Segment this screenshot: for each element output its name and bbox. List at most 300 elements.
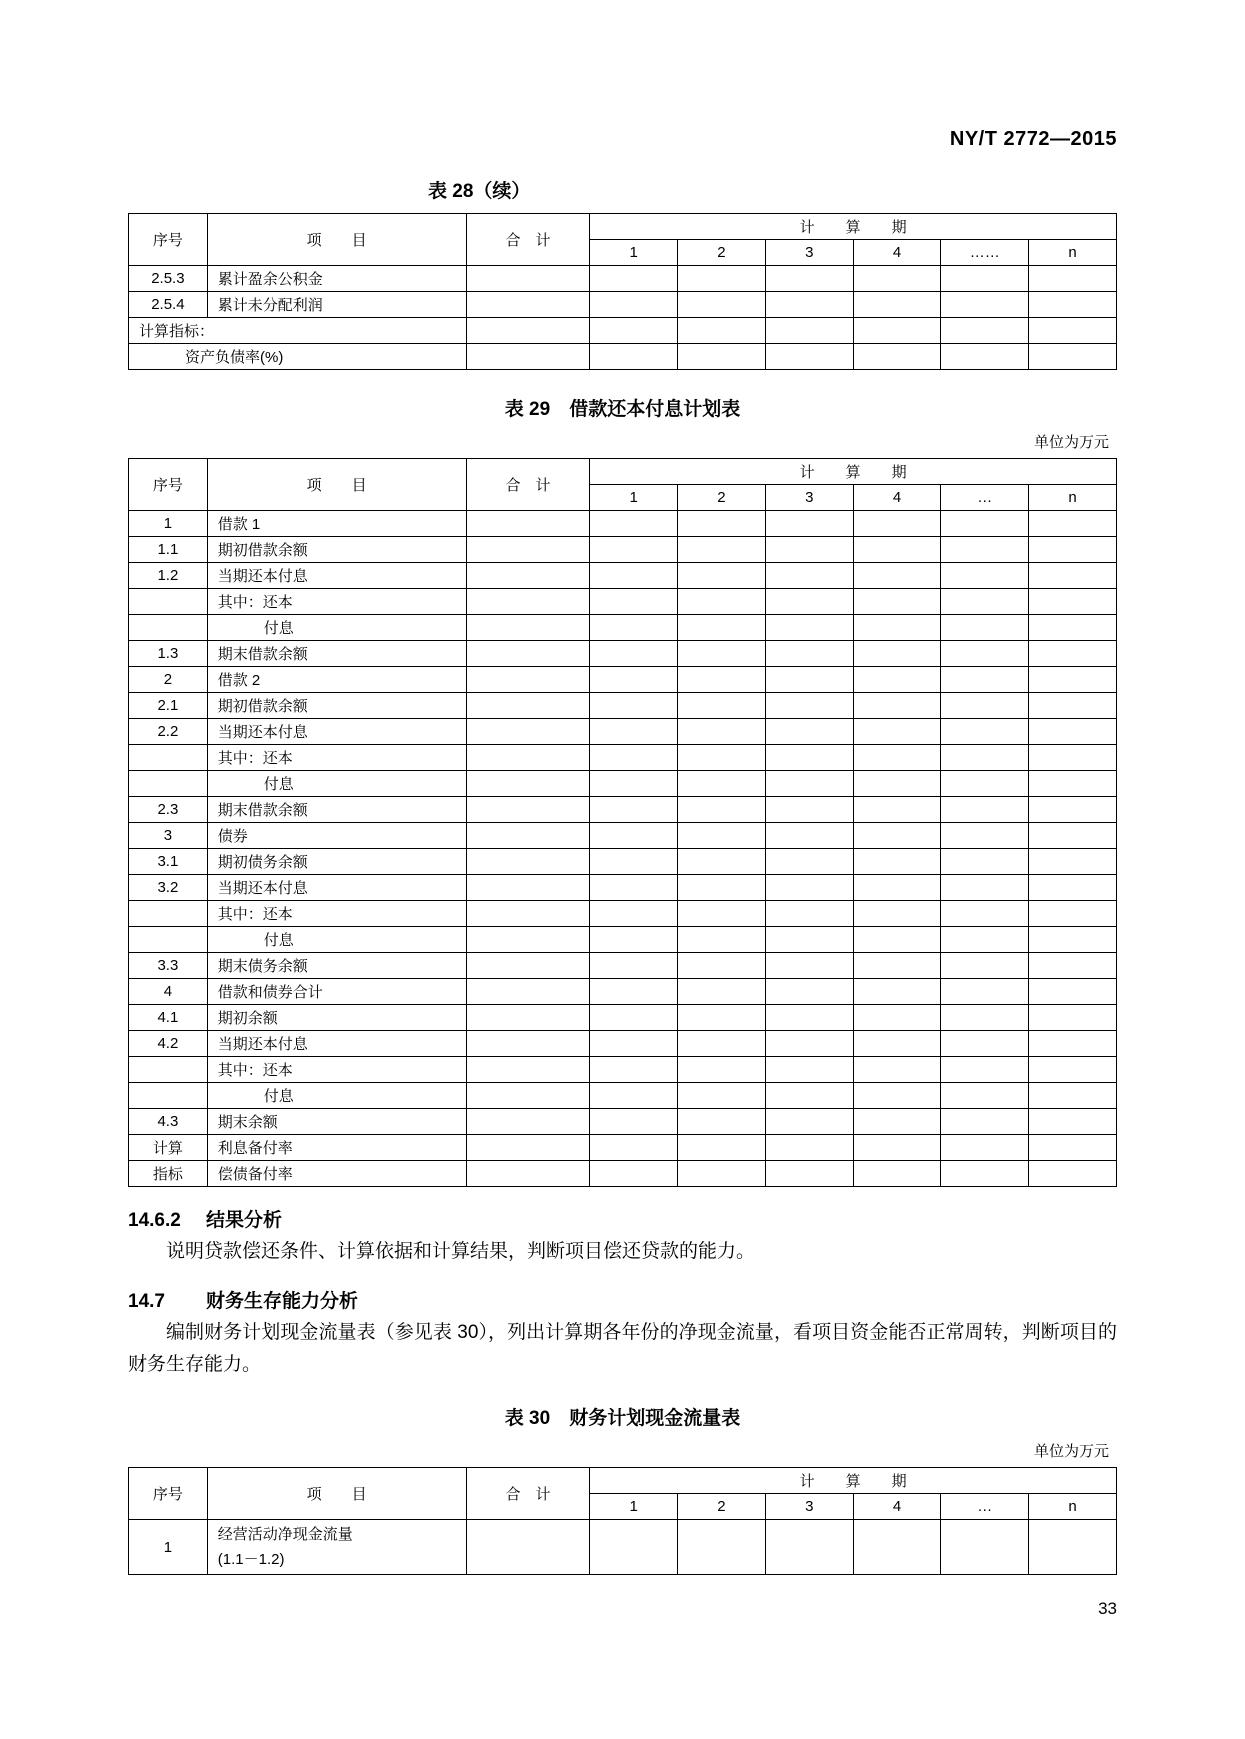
table29-row13-total xyxy=(466,849,590,875)
table30-row0-pn xyxy=(1029,1520,1117,1575)
table-row xyxy=(129,266,1117,292)
table29-row25-p2 xyxy=(678,1161,766,1187)
table29-row17-pn xyxy=(1029,953,1117,979)
table29-row22-seq xyxy=(129,1083,208,1109)
table28-header-seq: 序号 xyxy=(129,214,208,266)
table-row xyxy=(129,797,1117,823)
table29-row23-p5 xyxy=(941,1109,1029,1135)
table29-row18-pn xyxy=(1029,979,1117,1005)
table29-row19-p2 xyxy=(678,1005,766,1031)
table29-row20-item: 当期还本付息 xyxy=(207,1031,466,1057)
table29-row7-p2 xyxy=(678,693,766,719)
table29-header-seq: 序号 xyxy=(129,459,208,511)
table29-row22-p3 xyxy=(765,1083,853,1109)
table-row xyxy=(129,979,1117,1005)
table29-row6-item: 借款 2 xyxy=(207,667,466,693)
table29-row1-p1 xyxy=(590,537,678,563)
table29-row17-p1 xyxy=(590,953,678,979)
table29-row23-item: 期末余额 xyxy=(207,1109,466,1135)
table29-row10-seq xyxy=(129,771,208,797)
table29-period-3: 3 xyxy=(765,485,853,511)
table29-row19-item: 期初余额 xyxy=(207,1005,466,1031)
table29-caption: 表 29 借款还本付息计划表 xyxy=(504,399,741,420)
table29-row21-p5 xyxy=(941,1057,1029,1083)
table29-row7-item: 期初借款余额 xyxy=(207,693,466,719)
table29-row2-p5 xyxy=(941,563,1029,589)
table29-row3-p2 xyxy=(678,589,766,615)
table29-row24-p1 xyxy=(590,1135,678,1161)
section-14-6-2-body: 说明贷款偿还条件、计算依据和计算结果，判断项目偿还贷款的能力。 xyxy=(166,1241,756,1262)
table29-row15-seq xyxy=(129,901,208,927)
table29-row3-p5 xyxy=(941,589,1029,615)
table30-caption: 表 30 财务计划现金流量表 xyxy=(504,1408,741,1429)
table29-row9-p4 xyxy=(853,745,941,771)
table28-row1-item: 累计未分配利润 xyxy=(207,292,466,318)
table29-row16-total xyxy=(466,927,590,953)
table-row xyxy=(129,1109,1117,1135)
table29-row3-p1 xyxy=(590,589,678,615)
table29-row15-p3 xyxy=(765,901,853,927)
table29-row0-item: 借款 1 xyxy=(207,511,466,537)
table30 xyxy=(128,1467,1117,1575)
table29-row8-p5 xyxy=(941,719,1029,745)
table29-row10-item: 付息 xyxy=(207,771,466,797)
table29-row1-seq: 1.1 xyxy=(129,537,208,563)
table29-row17-item: 期末债务余额 xyxy=(207,953,466,979)
table-row xyxy=(129,292,1117,318)
table-row xyxy=(129,901,1117,927)
table29-row10-p4 xyxy=(853,771,941,797)
table30-period-3: 3 xyxy=(765,1494,853,1520)
table29-row6-p5 xyxy=(941,667,1029,693)
table29-row18-seq: 4 xyxy=(129,979,208,1005)
table29-row17-p4 xyxy=(853,953,941,979)
table29-row8-p3 xyxy=(765,719,853,745)
table28-row0-p5 xyxy=(941,266,1029,292)
table29-row16-p1 xyxy=(590,927,678,953)
table28-row0-p2 xyxy=(678,266,766,292)
section-14-6-2-title: 结果分析 xyxy=(206,1210,283,1231)
table29-row11-p5 xyxy=(941,797,1029,823)
table29-period-1: 1 xyxy=(590,485,678,511)
page-content xyxy=(128,176,1117,1575)
table29-row16-p4 xyxy=(853,927,941,953)
table29-row8-p2 xyxy=(678,719,766,745)
table28-period-1: 1 xyxy=(590,240,678,266)
table29-row15-p5 xyxy=(941,901,1029,927)
table28-header-period: 计 算 期 xyxy=(590,214,1117,240)
table29-row16-p3 xyxy=(765,927,853,953)
table29-row5-item: 期末借款余额 xyxy=(207,641,466,667)
table30-period-n: n xyxy=(1029,1494,1117,1520)
table29-row15-p4 xyxy=(853,901,941,927)
table-row xyxy=(129,745,1117,771)
table29-row10-p2 xyxy=(678,771,766,797)
table28-row3-p5 xyxy=(941,344,1029,370)
table29-row24-p5 xyxy=(941,1135,1029,1161)
table29-row6-p4 xyxy=(853,667,941,693)
table-row xyxy=(129,537,1117,563)
table29-row14-p1 xyxy=(590,875,678,901)
table29-row10-p5 xyxy=(941,771,1029,797)
table29-row25-seq: 指标 xyxy=(129,1161,208,1187)
table29-row14-p5 xyxy=(941,875,1029,901)
table29-row25-p4 xyxy=(853,1161,941,1187)
table29-row4-p5 xyxy=(941,615,1029,641)
table29-row21-p1 xyxy=(590,1057,678,1083)
table29-row12-pn xyxy=(1029,823,1117,849)
table-row xyxy=(129,771,1117,797)
table29-row9-pn xyxy=(1029,745,1117,771)
table-row xyxy=(129,693,1117,719)
table29-row25-item: 偿债备付率 xyxy=(207,1161,466,1187)
table29-row18-p4 xyxy=(853,979,941,1005)
table29-row5-total xyxy=(466,641,590,667)
table29-row16-item: 付息 xyxy=(207,927,466,953)
table29-row13-p1 xyxy=(590,849,678,875)
table29-row12-p5 xyxy=(941,823,1029,849)
table29-row10-p1 xyxy=(590,771,678,797)
table28-row3-pn xyxy=(1029,344,1117,370)
table29-row10-total xyxy=(466,771,590,797)
page-number: 33 xyxy=(1098,1599,1117,1618)
table30-header-item: 项 目 xyxy=(207,1468,466,1520)
table29-row1-p2 xyxy=(678,537,766,563)
table29-row21-p2 xyxy=(678,1057,766,1083)
table29-row19-pn xyxy=(1029,1005,1117,1031)
table29-row17-total xyxy=(466,953,590,979)
table29-row8-p1 xyxy=(590,719,678,745)
table28-row3-item: 资产负债率(%) xyxy=(129,344,467,370)
table29-header-row-1 xyxy=(129,459,1117,485)
table29-row15-item: 其中：还本 xyxy=(207,901,466,927)
table28-row2-p4 xyxy=(853,318,941,344)
table28-row2-p2 xyxy=(678,318,766,344)
table29-header-item: 项 目 xyxy=(207,459,466,511)
table29-row11-p3 xyxy=(765,797,853,823)
table29-row3-item: 其中：还本 xyxy=(207,589,466,615)
table28-row1-p4 xyxy=(853,292,941,318)
table29-row25-p5 xyxy=(941,1161,1029,1187)
section-14-6-2-number: 14.6.2 xyxy=(128,1210,181,1231)
table30-row0-p1 xyxy=(590,1520,678,1575)
table29-row7-seq: 2.1 xyxy=(129,693,208,719)
table29-row12-item: 债券 xyxy=(207,823,466,849)
table29-row24-seq: 计算 xyxy=(129,1135,208,1161)
page-header-standard-number: NY/T 2772—2015 xyxy=(949,128,1117,150)
table29-period-2: 2 xyxy=(678,485,766,511)
table29-row12-p3 xyxy=(765,823,853,849)
table29-row11-item: 期末借款余额 xyxy=(207,797,466,823)
table29 xyxy=(128,458,1117,1187)
table29-row24-total xyxy=(466,1135,590,1161)
table29-row1-pn xyxy=(1029,537,1117,563)
table29-row11-p4 xyxy=(853,797,941,823)
table29-row22-p4 xyxy=(853,1083,941,1109)
table29-row7-p1 xyxy=(590,693,678,719)
table28-row0-seq: 2.5.3 xyxy=(129,266,208,292)
table-row xyxy=(129,1005,1117,1031)
table29-row2-p3 xyxy=(765,563,853,589)
table29-row18-p5 xyxy=(941,979,1029,1005)
table29-row24-p4 xyxy=(853,1135,941,1161)
table29-row3-p3 xyxy=(765,589,853,615)
table29-row22-total xyxy=(466,1083,590,1109)
table29-row2-p4 xyxy=(853,563,941,589)
table29-row1-item: 期初借款余额 xyxy=(207,537,466,563)
table29-row14-pn xyxy=(1029,875,1117,901)
table29-period-n: n xyxy=(1029,485,1117,511)
table29-row21-pn xyxy=(1029,1057,1117,1083)
table28-row0-p1 xyxy=(590,266,678,292)
table-row xyxy=(129,1161,1117,1187)
table28-period-2: 2 xyxy=(678,240,766,266)
table29-row3-total xyxy=(466,589,590,615)
table30-row0-p3 xyxy=(765,1520,853,1575)
table29-row13-p2 xyxy=(678,849,766,875)
table29-row22-p1 xyxy=(590,1083,678,1109)
table-row xyxy=(129,875,1117,901)
section-14-6-2-heading xyxy=(128,1205,1117,1232)
table29-row12-p4 xyxy=(853,823,941,849)
section-14-7-title: 财务生存能力分析 xyxy=(206,1291,359,1312)
table29-row24-item: 利息备付率 xyxy=(207,1135,466,1161)
table29-row13-p5 xyxy=(941,849,1029,875)
table29-row10-p3 xyxy=(765,771,853,797)
table28-period-n: n xyxy=(1029,240,1117,266)
table29-row25-pn xyxy=(1029,1161,1117,1187)
table28-row0-p4 xyxy=(853,266,941,292)
table30-row0-item-line1: 经营活动净现金流量 xyxy=(217,1526,353,1543)
table29-row1-p4 xyxy=(853,537,941,563)
table28-row1-total xyxy=(466,292,590,318)
table30-unit: 单位为万元 xyxy=(1033,1444,1109,1460)
table29-row5-p3 xyxy=(765,641,853,667)
table29-row5-pn xyxy=(1029,641,1117,667)
table29-row6-p1 xyxy=(590,667,678,693)
table29-row0-seq: 1 xyxy=(129,511,208,537)
table29-row13-pn xyxy=(1029,849,1117,875)
table29-row25-total xyxy=(466,1161,590,1187)
table29-row21-p3 xyxy=(765,1057,853,1083)
table-row xyxy=(129,953,1117,979)
table28-caption: 表 28（续） xyxy=(428,181,531,202)
table29-row16-seq xyxy=(129,927,208,953)
table30-period-2: 2 xyxy=(678,1494,766,1520)
table-row xyxy=(129,849,1117,875)
table-row xyxy=(129,511,1117,537)
table29-row23-pn xyxy=(1029,1109,1117,1135)
table28-row1-seq: 2.5.4 xyxy=(129,292,208,318)
table28-row1-p5 xyxy=(941,292,1029,318)
table29-row10-pn xyxy=(1029,771,1117,797)
table29-row22-item: 付息 xyxy=(207,1083,466,1109)
table29-row4-total xyxy=(466,615,590,641)
table29-row20-p5 xyxy=(941,1031,1029,1057)
table29-row20-p4 xyxy=(853,1031,941,1057)
table28-row2-total xyxy=(466,318,590,344)
table29-row22-p2 xyxy=(678,1083,766,1109)
table29-row12-p2 xyxy=(678,823,766,849)
table29-row0-total xyxy=(466,511,590,537)
table29-row24-p2 xyxy=(678,1135,766,1161)
table-row xyxy=(129,1083,1117,1109)
table29-row18-p2 xyxy=(678,979,766,1005)
table29-row23-seq: 4.3 xyxy=(129,1109,208,1135)
table28-row1-p1 xyxy=(590,292,678,318)
table28-row0-pn xyxy=(1029,266,1117,292)
table29-row22-pn xyxy=(1029,1083,1117,1109)
table29-row19-p1 xyxy=(590,1005,678,1031)
table29-row6-total xyxy=(466,667,590,693)
table28-row3-total xyxy=(466,344,590,370)
table29-row3-seq xyxy=(129,589,208,615)
table29-row8-seq: 2.2 xyxy=(129,719,208,745)
table29-row18-total xyxy=(466,979,590,1005)
table29-row14-p4 xyxy=(853,875,941,901)
table30-header-period: 计 算 期 xyxy=(590,1468,1117,1494)
table29-row17-p2 xyxy=(678,953,766,979)
table29-row19-p4 xyxy=(853,1005,941,1031)
table30-header-row-1 xyxy=(129,1468,1117,1494)
table29-row5-p1 xyxy=(590,641,678,667)
table29-row21-seq xyxy=(129,1057,208,1083)
table29-row2-pn xyxy=(1029,563,1117,589)
table29-row17-p5 xyxy=(941,953,1029,979)
table29-row3-pn xyxy=(1029,589,1117,615)
table29-row7-total xyxy=(466,693,590,719)
table29-row16-p5 xyxy=(941,927,1029,953)
table29-row5-p5 xyxy=(941,641,1029,667)
table29-row11-pn xyxy=(1029,797,1117,823)
table29-period-ellipsis: … xyxy=(941,485,1029,511)
table29-row17-p3 xyxy=(765,953,853,979)
table28-header-row-1 xyxy=(129,214,1117,240)
table28-row2-p5 xyxy=(941,318,1029,344)
table29-row21-item: 其中：还本 xyxy=(207,1057,466,1083)
table29-row6-p3 xyxy=(765,667,853,693)
table30-row0-item xyxy=(207,1520,466,1575)
table28-period-3: 3 xyxy=(765,240,853,266)
table29-row8-item: 当期还本付息 xyxy=(207,719,466,745)
section-14-7-heading xyxy=(128,1286,1117,1313)
table-row xyxy=(129,823,1117,849)
table-row xyxy=(129,563,1117,589)
table29-row4-pn xyxy=(1029,615,1117,641)
table29-row12-seq: 3 xyxy=(129,823,208,849)
table30-row0-item-line2: (1.1－1.2) xyxy=(217,1551,285,1568)
table-row xyxy=(129,589,1117,615)
table29-row14-total xyxy=(466,875,590,901)
table29-row23-p4 xyxy=(853,1109,941,1135)
table29-row1-p3 xyxy=(765,537,853,563)
table29-row2-item: 当期还本付息 xyxy=(207,563,466,589)
table29-row15-pn xyxy=(1029,901,1117,927)
table28-period-4: 4 xyxy=(853,240,941,266)
table29-row24-pn xyxy=(1029,1135,1117,1161)
table29-row13-item: 期初债务余额 xyxy=(207,849,466,875)
table30-header-seq: 序号 xyxy=(129,1468,208,1520)
table29-row7-p4 xyxy=(853,693,941,719)
table29-row6-p2 xyxy=(678,667,766,693)
table29-row9-total xyxy=(466,745,590,771)
table29-row13-p3 xyxy=(765,849,853,875)
table29-row11-seq: 2.3 xyxy=(129,797,208,823)
table28-row0-p3 xyxy=(765,266,853,292)
table29-row18-item: 借款和债券合计 xyxy=(207,979,466,1005)
table29-row18-p3 xyxy=(765,979,853,1005)
table29-row20-p1 xyxy=(590,1031,678,1057)
table30-row0-seq: 1 xyxy=(129,1520,208,1575)
table29-row11-total xyxy=(466,797,590,823)
table29-row15-p2 xyxy=(678,901,766,927)
table29-header-total: 合 计 xyxy=(466,459,590,511)
table28-row2-p3 xyxy=(765,318,853,344)
table-row xyxy=(129,667,1117,693)
table29-row9-p1 xyxy=(590,745,678,771)
table29-row4-p4 xyxy=(853,615,941,641)
table28-header-total: 合 计 xyxy=(466,214,590,266)
table29-row1-p5 xyxy=(941,537,1029,563)
section-14-7-number: 14.7 xyxy=(128,1291,165,1312)
table29-unit: 单位为万元 xyxy=(1033,435,1109,451)
table29-row23-p3 xyxy=(765,1109,853,1135)
table29-row19-seq: 4.1 xyxy=(129,1005,208,1031)
table-row xyxy=(129,1135,1117,1161)
table29-row9-p2 xyxy=(678,745,766,771)
table30-row0-p4 xyxy=(853,1520,941,1575)
table29-row9-seq xyxy=(129,745,208,771)
table28-row0-item: 累计盈余公积金 xyxy=(207,266,466,292)
table29-row15-p1 xyxy=(590,901,678,927)
table29-row13-p4 xyxy=(853,849,941,875)
table29-row24-p3 xyxy=(765,1135,853,1161)
table29-body xyxy=(129,511,1117,1187)
section-14-7-body: 编制财务计划现金流量表（参见表 30），列出计算期各年份的净现金流量，看项目资金能否正常周转，判断项目的财务生存能力。 xyxy=(128,1322,1117,1375)
table29-row21-p4 xyxy=(853,1057,941,1083)
table29-row13-seq: 3.1 xyxy=(129,849,208,875)
table29-row22-p5 xyxy=(941,1083,1029,1109)
table29-row1-total xyxy=(466,537,590,563)
table29-row12-total xyxy=(466,823,590,849)
table29-row16-pn xyxy=(1029,927,1117,953)
table29-row16-p2 xyxy=(678,927,766,953)
table29-row23-p2 xyxy=(678,1109,766,1135)
table29-row2-seq: 1.2 xyxy=(129,563,208,589)
table29-row14-p2 xyxy=(678,875,766,901)
table29-row9-p5 xyxy=(941,745,1029,771)
table28-row3-p3 xyxy=(765,344,853,370)
table29-row19-p5 xyxy=(941,1005,1029,1031)
table29-row4-p1 xyxy=(590,615,678,641)
table28-row3-p1 xyxy=(590,344,678,370)
table29-row4-seq xyxy=(129,615,208,641)
table28-row2-pn xyxy=(1029,318,1117,344)
table29-row14-seq: 3.2 xyxy=(129,875,208,901)
table29-row0-p5 xyxy=(941,511,1029,537)
table-row xyxy=(129,1057,1117,1083)
table29-row0-p3 xyxy=(765,511,853,537)
table29-row0-p4 xyxy=(853,511,941,537)
table29-header-period: 计 算 期 xyxy=(590,459,1117,485)
table29-row8-pn xyxy=(1029,719,1117,745)
table29-row2-total xyxy=(466,563,590,589)
table28-period-ellipsis: …… xyxy=(941,240,1029,266)
table-row xyxy=(129,344,1117,370)
table29-row14-p3 xyxy=(765,875,853,901)
table29-row18-p1 xyxy=(590,979,678,1005)
table29-row4-p2 xyxy=(678,615,766,641)
